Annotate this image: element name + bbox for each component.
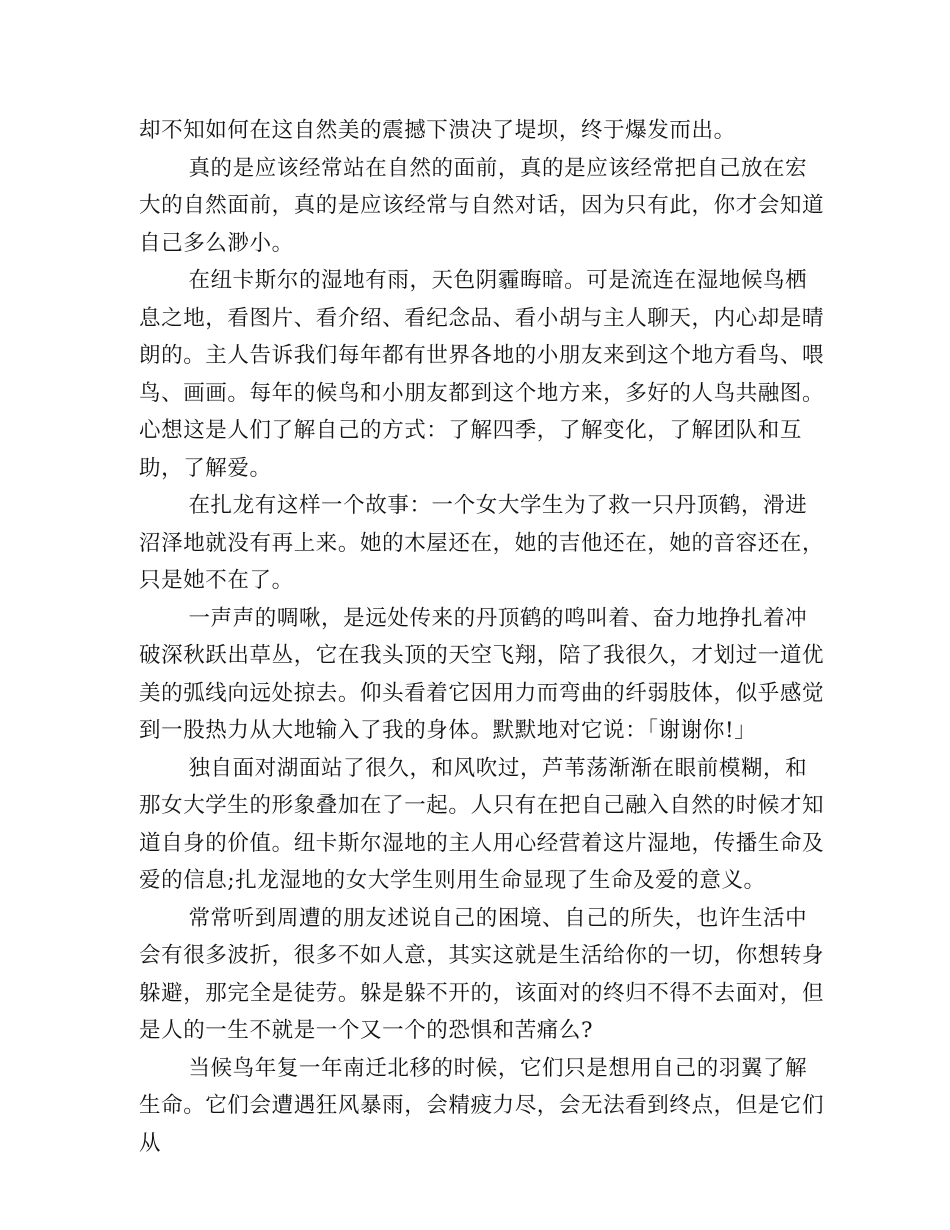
paragraph-2: 真的是应该经常站在自然的面前，真的是应该经常把自己放在宏大的自然面前，真的是应该经常与自然对话，因为只有此，你才会知道自己多么渺小。 xyxy=(139,155,825,256)
paragraph-3: 在纽卡斯尔的湿地有雨，天色阴霾晦暗。可是流连在湿地候鸟栖息之地，看图片、看介绍、看纪念品、看小胡与主人聊天，内心却是晴朗的。主人告诉我们每年都有世界各地的小朋友来到这个地方看鸟、喂鸟、画画。每年的候鸟和小朋友都到这个地方来，多好的人鸟共融图。心想这是人们了解自己的方式：了解四季，了解变化，了解团队和互助，了解爱。 xyxy=(139,268,825,481)
paragraph-1: 却不知如何在这自然美的震撼下溃决了堤坝，终于爆发而出。 xyxy=(139,118,736,143)
paragraph-5: 一声声的啁啾，是远处传来的丹顶鹤的鸣叫着、奋力地挣扎着冲破深秋跃出草丛，它在我头顶的天空飞翔，陪了我很久，才划过一道优美的弧线向远处掠去。仰头看着它因用力而弯曲的纤弱肢体，似乎感觉到一股热力从大地输入了我的身体。默默地对它说：「谢谢你!」 xyxy=(139,605,825,743)
paragraph-6: 独自面对湖面站了很久，和风吹过，芦苇荡渐渐在眼前模糊，和那女大学生的形象叠加在了一起。人只有在把自己融入自然的时候才知道自身的价值。纽卡斯尔湿地的主人用心经营着这片湿地，传播生命及爱的信息;扎龙湿地的女大学生则用生命显现了生命及爱的意义。 xyxy=(139,755,825,893)
paragraph-7: 常常听到周遭的朋友述说自己的困境、自己的所失，也许生活中会有很多波折，很多不如人意，其实这就是生活给你的一切，你想转身躲避，那完全是徒劳。躲是躲不开的，该面对的终归不得不去面对，但是人的一生不就是一个又一个的恐惧和苦痛么? xyxy=(139,905,825,1043)
paragraph-4: 在扎龙有这样一个故事：一个女大学生为了救一只丹顶鹤，滑进沼泽地就没有再上来。她的木屋还在，她的吉他还在，她的音容还在，只是她不在了。 xyxy=(139,493,825,593)
paragraph-8: 当候鸟年复一年南迁北移的时候，它们只是想用自己的羽翼了解生命。它们会遭遇狂风暴雨，会精疲力尽，会无法看到终点，但是它们从 xyxy=(139,1055,825,1156)
article-body xyxy=(139,112,829,1162)
